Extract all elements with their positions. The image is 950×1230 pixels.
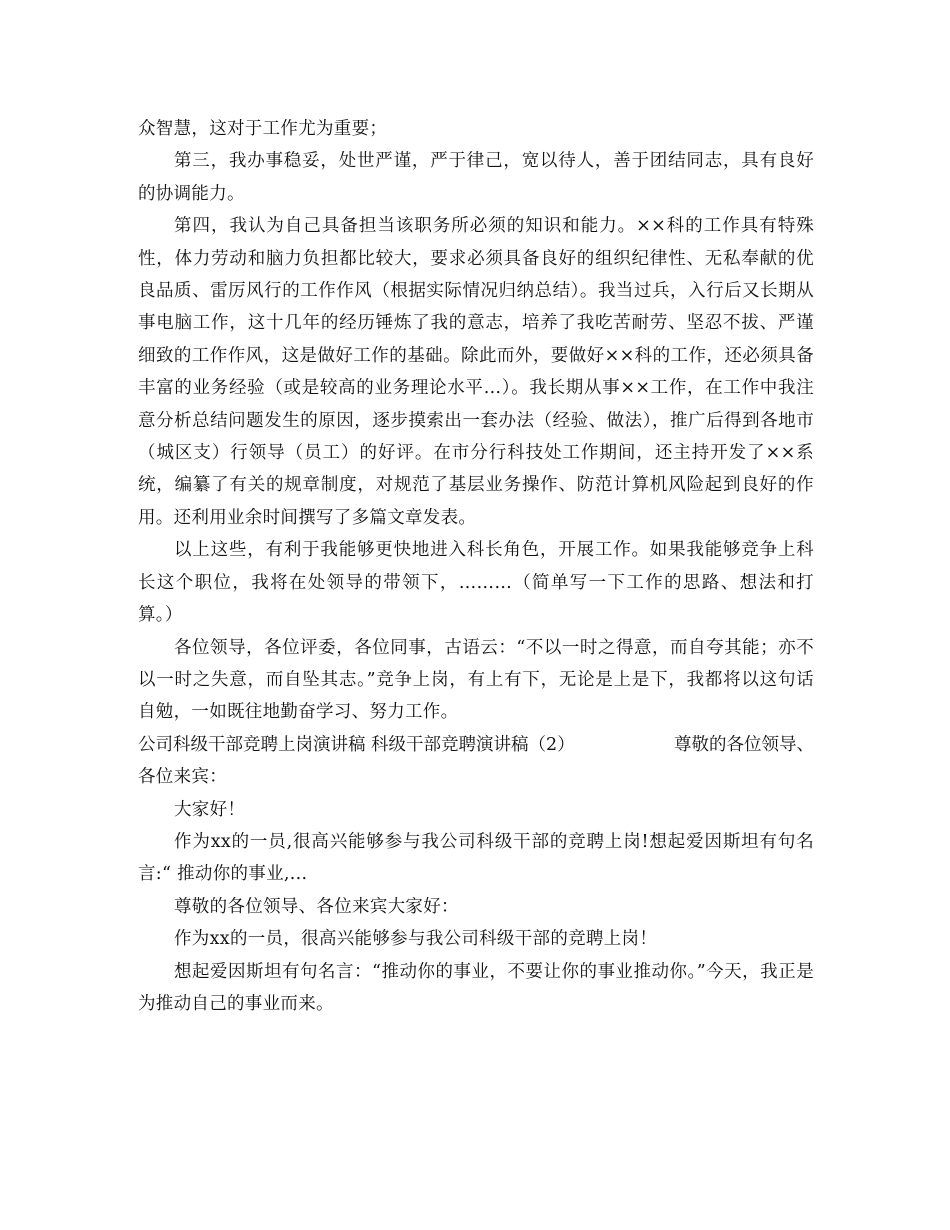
paragraph-7: 作为xx的一员,很高兴能够参与我公司科级干部的竞聘上岗!想起爱因斯坦有句名言:“ 推动你的事业,... bbox=[138, 831, 814, 885]
paragraph-6: 大家好！ bbox=[174, 799, 246, 820]
section-heading bbox=[138, 729, 814, 761]
greeting-end: 各位来宾： bbox=[138, 767, 227, 788]
paragraph-9: 作为xx的一员，很高兴能够参与我公司科级干部的竞聘上岗！ bbox=[174, 929, 658, 950]
paragraph-2: 第三，我办事稳妥，处世严谨，严于律己，宽以待人，善于团结同志，具有良好的协调能力。 bbox=[138, 151, 814, 204]
paragraph-10: 想起爱因斯坦有句名言：“推动你的事业，不要让你的事业推动你。”今天，我正是为推动自己的事业而来。 bbox=[138, 961, 814, 1014]
document-page bbox=[138, 113, 814, 1020]
paragraph-1: 众智慧，这对于工作尤为重要； bbox=[138, 119, 388, 139]
paragraph-4: 以上这些，有利于我能够更快地进入科长角色，开展工作。如果我能够竞争上科长这个职位，我将在处领导的带领下，………（简单写一下工作的思路、想法和打算。） bbox=[138, 540, 814, 626]
paragraph-3: 第四，我认为自己具备担当该职务所必须的知识和能力。××科的工作具有特殊性，体力劳动和脑力负担都比较大，要求必须具备良好的组织纪律性、无私奉献的优良品质、雷厉风行的工作作风（根据实际情况归纳总结）。我当过兵，入行后又长期从事电脑工作，这十几年的经历锤炼了我的意志，培养了我吃苦耐劳、坚忍不拔、严谨细致的工作作风，这是做好工作的基础。除此而外，要做好××科的工作，还必须具备丰富的业务经验（或是较高的业务理论水平…）。我长期从事××工作，在工作中我注意分析总结问题发生的原因，逐步摸索出一套办法（经验、做法），推广后得到各地市（城区支）行领导（员工）的好评。在市分行科技处工作期间，还主持开发了××系统，编纂了有关的规章制度，对规范了基层业务操作、防范计算机风险起到良好的作用。还利用业余时间撰写了多篇文章发表。 bbox=[138, 216, 814, 528]
greeting-start: 尊敬的各位领导、 bbox=[674, 734, 814, 755]
paragraph-5: 各位领导，各位评委，各位同事，古语云：“不以一时之得意，而自夸其能；亦不以一时之失意，而自坠其志。”竞争上岗，有上有下，无论是上是下，我都将以这句话自勉，一如既往地勤奋学习、努力工作。 bbox=[138, 637, 814, 723]
paragraph-8: 尊敬的各位领导、各位来宾大家好： bbox=[174, 896, 459, 917]
section-title: 公司科级干部竞聘上岗演讲稿 科级干部竞聘演讲稿（2） bbox=[138, 734, 575, 755]
